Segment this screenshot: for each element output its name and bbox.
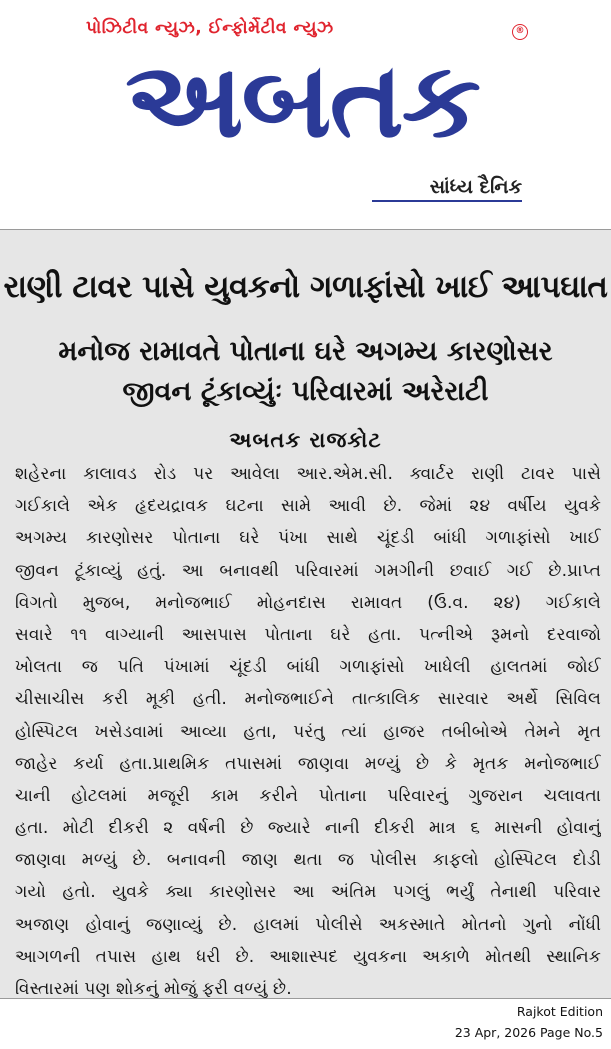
article-headline: રાણી ટાવર પાસે યુવકનો ગળાફાંસો ખાઈ આપઘાત	[3, 269, 608, 305]
body-line: ચીસાચીસ કરી મૂકી હતી. મનોજભાઈને તાત્કાલિક સારવાર અર્થે સિવિલ	[15, 689, 601, 710]
body-line: જીવન ટૂંકાવ્યું હતું. આ બનાવથી પરિવારમાં ગમગીની છવાઈ ગઈ છે.પ્રાપ્ત	[15, 560, 601, 581]
logo-wordmark: અબતક	[125, 48, 479, 158]
body-line: ગઈકાલે એક હૃદયદ્રાવક ઘટના સામે આવી છે. જેમાં ૨૪ વર્ષીય યુવકે	[15, 496, 601, 517]
body-line: વિગતો મુજબ, મનોજભાઈ મોહનદાસ રામાવત (ઉ.વ. ૨૪) ગઈકાલે	[15, 592, 601, 613]
masthead	[0, 0, 611, 228]
body-line: આગળની તપાસ હાથ ધરી છે. આશાસ્પદ યુવકના અકાળે મોતથી સ્થાનિક	[15, 946, 601, 967]
body-line: જાણવા મળ્યું છે. બનાવની જાણ થતા જ પોલીસ કાફલો હોસ્પિટલ દોડી	[15, 850, 601, 871]
article-body	[15, 458, 601, 999]
article-subhead-line: જીવન ટૂંકાવ્યુંઃ પરિવારમાં અરેરાટી	[122, 376, 489, 407]
body-line: અજાણ હોવાનું જણાવ્યું છે. હાલમાં પોલીસે અકસ્માતે મોતનો ગુનો નોંધી	[15, 914, 601, 935]
body-line: હોસ્પિટલ ખસેડવામાં આવ્યા હતા, પરંતુ ત્યાં હાજર તબીબોએ તેમને મૃત	[15, 721, 601, 742]
body-line: હતા. મોટી દીકરી ૨ વર્ષની છે જ્યારે નાની દીકરી માત્ર ૬ માસની હોવાનું	[15, 818, 601, 839]
article-clipping	[0, 229, 611, 999]
footer-date-page: 23 Apr, 2026 Page No.5	[454, 1025, 603, 1040]
edition-label: સાંધ્ય દૈનિક	[429, 176, 522, 198]
masthead-tagline: પોઝિટીવ ન્યુઝ, ઈન્ફોર્મેટીવ ન્યુઝ	[86, 18, 334, 38]
body-line: જાહેર કર્યા હતા.પ્રાથમિક તપાસમાં જાણવા મળ્યું છે કે મૃતક મનોજભાઈ	[15, 753, 601, 774]
body-line: શહેરના કાલાવડ રોડ પર આવેલા આર.એમ.સી. ક્વાર્ટર રાણી ટાવર પાસે	[15, 464, 601, 484]
masthead-divider	[372, 200, 522, 202]
registered-trademark-icon: ®	[512, 24, 528, 40]
article-subhead-line: મનોજ રામાવતે પોતાના ઘરે અગમ્ય કારણોસર	[58, 336, 553, 367]
body-line: ખોલતા જ પતિ પંખામાં ચૂંદડી બાંધી ગળાફાંસો ખાધેલી હાલતમાં જોઈ	[15, 657, 601, 678]
footer-edition: Rajkot Edition	[516, 1004, 603, 1019]
body-line: વિસ્તારમાં પણ શોકનું મોજું ફરી વળ્યું છે.	[15, 979, 292, 999]
body-line: ગયો હતો. યુવકે ક્યા કારણોસર આ અંતિમ પગલું ભર્યું તેનાથી પરિવાર	[15, 882, 601, 903]
article-byline: અબતક રાજકોટ	[229, 428, 382, 452]
body-line: અગમ્ય કારણોસર પોતાના ઘરે પંખા સાથે ચૂંદડી બાંધી ગળાફાંસો ખાઈ	[15, 528, 601, 549]
body-line: ચાની હોટલમાં મજૂરી કામ કરીને પોતાના પરિવારનું ગુજરાન ચલાવતા	[15, 785, 601, 806]
body-line: સવારે ૧૧ વાગ્યાની આસપાસ પોતાના ઘરે હતા. પત્નીએ રૂમનો દરવાજો	[15, 624, 601, 645]
newspaper-logo	[84, 48, 520, 158]
